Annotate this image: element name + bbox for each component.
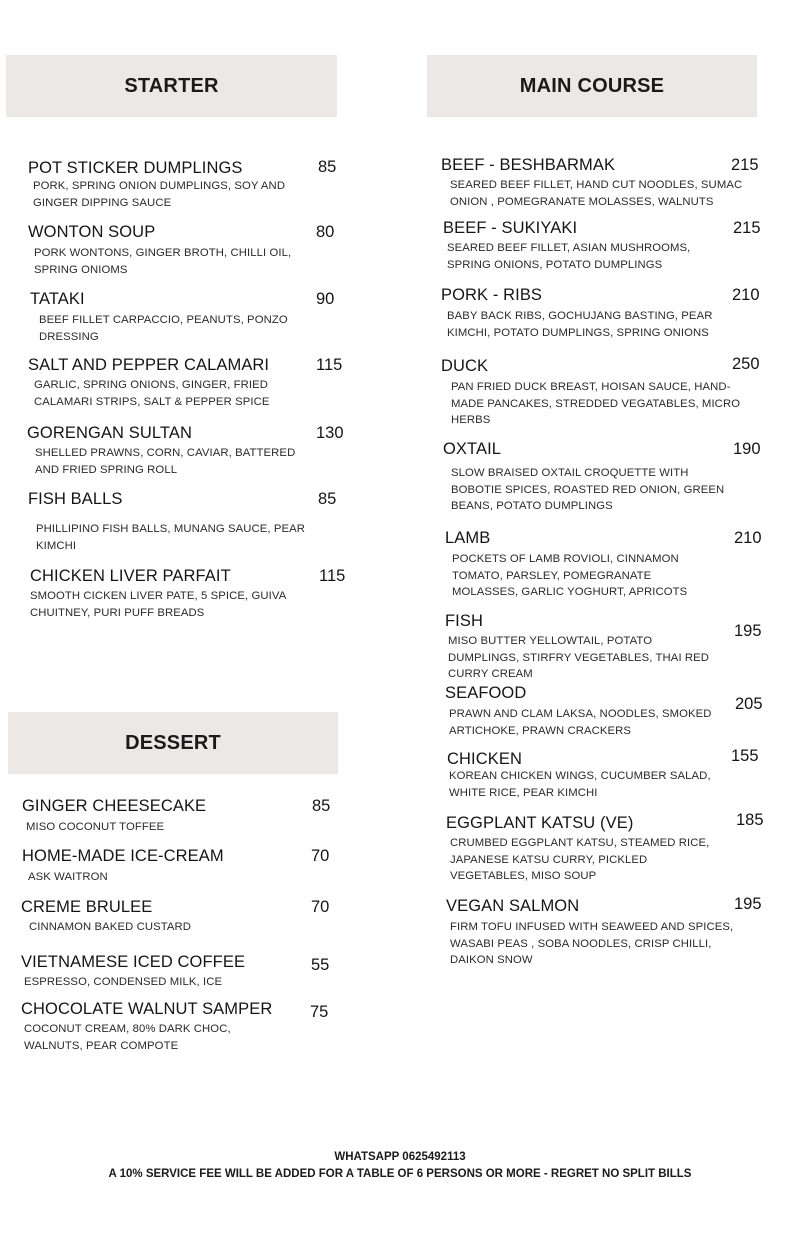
item-description: CINNAMON BAKED CUSTARD — [29, 921, 192, 933]
item-name: TATAKI — [30, 290, 85, 308]
item-description: PHILLIPINO FISH BALLS, MUNANG SAUCE, PEAR KIMCHI — [36, 523, 306, 552]
item-price: 210 — [734, 529, 762, 547]
item-price: 215 — [731, 156, 759, 174]
starter-header — [6, 55, 337, 117]
item-description: FIRM TOFU INFUSED WITH SEAWEED AND SPICES, WASABI PEAS , SOBA NOODLES, CRISP CHILLI, DAIKON SNOW — [450, 921, 734, 966]
item-price: 115 — [316, 356, 343, 374]
item-price: 205 — [735, 695, 763, 713]
item-name: CHOCOLATE WALNUT SAMPER — [21, 1000, 273, 1018]
item-name: CREME BRULEE — [21, 898, 153, 916]
item-name: LAMB — [445, 529, 491, 547]
item-description: PAN FRIED DUCK BREAST, HOISAN SAUCE, HAND-MADE PANCAKES, STREDDED VEGATABLES, MICRO HERBS — [451, 381, 741, 426]
item-description: ESPRESSO, CONDENSED MILK, ICE — [24, 976, 223, 988]
item-price: 70 — [311, 847, 330, 865]
item-description: BABY BACK RIBS, GOCHUJANG BASTING, PEAR KIMCHI, POTATO DUMPLINGS, SPRING ONIONS — [447, 310, 713, 339]
item-name: OXTAIL — [443, 440, 502, 458]
item-name: GINGER CHEESECAKE — [22, 797, 207, 815]
item-name: DUCK — [441, 357, 489, 375]
item-name: BEEF - SUKIYAKI — [443, 219, 578, 237]
item-name: EGGPLANT KATSU (VE) — [446, 814, 634, 832]
item-name: FISH — [445, 612, 483, 630]
item-name: BEEF - BESHBARMAK — [441, 156, 616, 174]
main-course-title: MAIN COURSE — [519, 74, 665, 97]
main-course-header — [427, 55, 757, 117]
item-price: 115 — [319, 567, 346, 585]
item-description: PORK, SPRING ONION DUMPLINGS, SOY AND GINGER DIPPING SAUCE — [33, 180, 286, 209]
item-description: ASK WAITRON — [28, 871, 108, 883]
item-description: KOREAN CHICKEN WINGS, CUCUMBER SALAD, WHITE RICE, PEAR KIMCHI — [449, 770, 711, 799]
item-price: 85 — [318, 490, 337, 508]
item-price: 250 — [732, 355, 760, 373]
item-price: 90 — [316, 290, 335, 308]
item-price: 195 — [734, 895, 762, 913]
item-description: SHELLED PRAWNS, CORN, CAVIAR, BATTERED AND FRIED SPRING ROLL — [35, 447, 296, 476]
item-description: BEEF FILLET CARPACCIO, PEANUTS, PONZO DRESSING — [39, 314, 288, 343]
item-description: SEARED BEEF FILLET, HAND CUT NOODLES, SUMAC ONION , POMEGRANATE MOLASSES, WALNUTS — [450, 179, 743, 208]
item-price: 85 — [318, 158, 337, 176]
item-name: CHICKEN LIVER PARFAIT — [30, 567, 231, 585]
item-description: CRUMBED EGGPLANT KATSU, STEAMED RICE, JAPANESE KATSU CURRY, PICKLED VEGETABLES, MISO SOUP — [450, 837, 710, 882]
item-description: MISO BUTTER YELLOWTAIL, POTATO DUMPLINGS, STIRFRY VEGETABLES, THAI RED CURRY CREAM — [448, 635, 710, 680]
dessert-title: DESSERT — [125, 731, 221, 754]
item-description: PRAWN AND CLAM LAKSA, NOODLES, SMOKED ARTICHOKE, PRAWN CRACKERS — [449, 708, 712, 737]
item-description: SEARED BEEF FILLET, ASIAN MUSHROOMS, SPRING ONIONS, POTATO DUMPLINGS — [447, 242, 691, 271]
item-name: VEGAN SALMON — [446, 897, 580, 915]
item-price: 190 — [733, 440, 761, 458]
item-price: 195 — [734, 622, 762, 640]
item-name: WONTON SOUP — [28, 223, 156, 241]
item-price: 80 — [316, 223, 335, 241]
item-name: VIETNAMESE ICED COFFEE — [21, 953, 246, 971]
item-name: SEAFOOD — [445, 684, 527, 702]
item-name: CHICKEN — [447, 750, 522, 768]
item-description: SLOW BRAISED OXTAIL CROQUETTE WITH BOBOTIE SPICES, ROASTED RED ONION, GREEN BEANS, POTATO DUMPLINGS — [451, 467, 725, 512]
item-price: 55 — [311, 956, 330, 974]
service-fee-notice: A 10% SERVICE FEE WILL BE ADDED FOR A TABLE OF 6 PERSONS OR MORE - REGRET NO SPLIT BILLS — [108, 1168, 692, 1180]
item-description: POCKETS OF LAMB ROVIOLI, CINNAMON TOMATO, PARSLEY, POMEGRANATE MOLASSES, GARLIC YOGHURT, APRICOTS — [452, 553, 688, 598]
item-name: POT STICKER DUMPLINGS — [28, 159, 243, 177]
whatsapp-contact: WHATSAPP 0625492113 — [334, 1151, 466, 1163]
item-description: GARLIC, SPRING ONIONS, GINGER, FRIED CALAMARI STRIPS, SALT & PEPPER SPICE — [34, 379, 270, 408]
item-description: SMOOTH CICKEN LIVER PATE, 5 SPICE, GUIVA CHUITNEY, PURI PUFF BREADS — [30, 590, 286, 619]
item-name: FISH BALLS — [28, 490, 123, 508]
item-price: 70 — [311, 898, 330, 916]
item-description: MISO COCONUT TOFFEE — [26, 821, 165, 833]
item-price: 210 — [732, 286, 760, 304]
item-price: 130 — [316, 424, 344, 442]
item-price: 185 — [736, 811, 764, 829]
item-price: 215 — [733, 219, 761, 237]
starter-title: STARTER — [124, 74, 219, 97]
item-name: SALT AND PEPPER CALAMARI — [28, 356, 270, 374]
item-name: HOME-MADE ICE-CREAM — [22, 847, 224, 865]
item-name: GORENGAN SULTAN — [27, 424, 192, 442]
item-description: PORK WONTONS, GINGER BROTH, CHILLI OIL, SPRING ONIOMS — [34, 247, 292, 276]
item-name: PORK - RIBS — [441, 286, 543, 304]
item-description: COCONUT CREAM, 80% DARK CHOC, WALNUTS, PEAR COMPOTE — [24, 1023, 231, 1052]
item-price: 75 — [310, 1003, 329, 1021]
item-price: 155 — [731, 747, 759, 765]
dessert-header — [8, 712, 338, 774]
item-price: 85 — [312, 797, 331, 815]
